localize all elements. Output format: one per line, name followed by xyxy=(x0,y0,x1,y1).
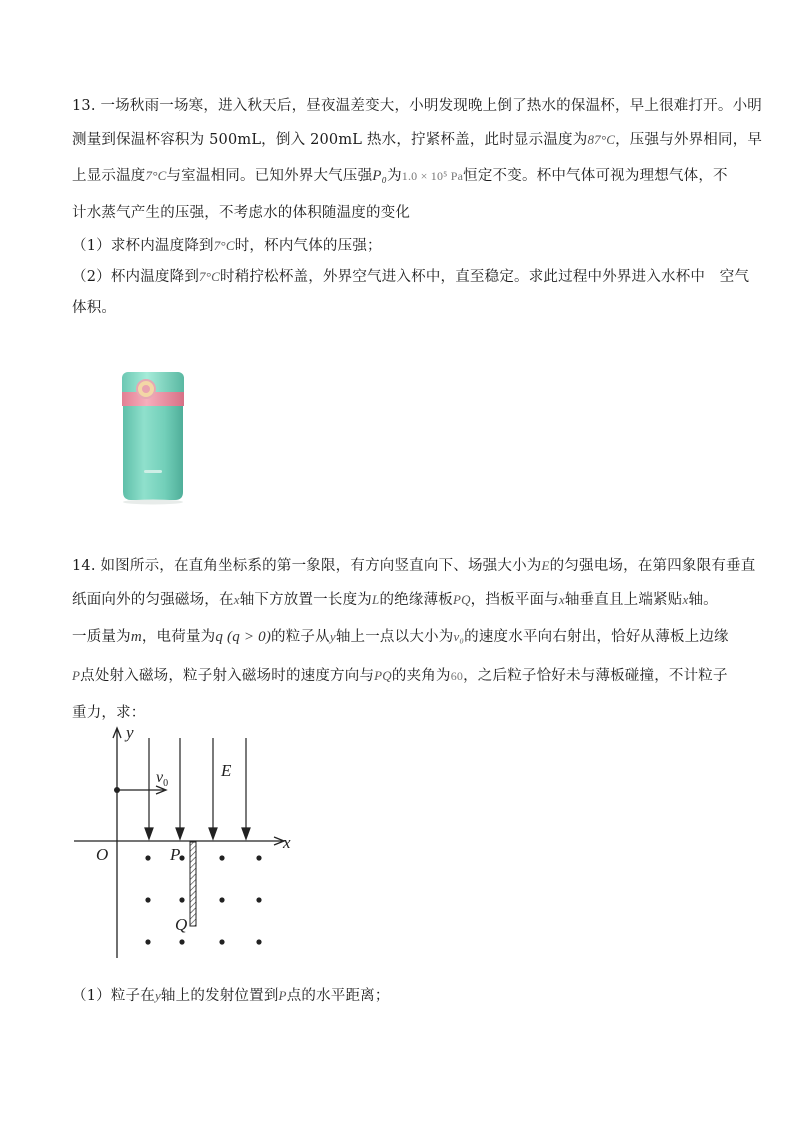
q14-sub1-P-symbol: P xyxy=(278,988,287,1003)
q13-sub2-temp: 7°C xyxy=(199,269,221,284)
q13-sub-2a: （2）杯内温度降到 xyxy=(72,269,200,285)
q14-x-symbol-2: x xyxy=(558,592,565,607)
q14-line-2e: 轴垂直且上端紧贴 xyxy=(564,592,683,608)
q14-line-3c: 的粒子从 xyxy=(271,629,330,645)
q14-line-3b: ，电荷量为 xyxy=(141,629,216,645)
q13-line-2 xyxy=(72,128,762,149)
q14-line-2c: 的绝缘薄板 xyxy=(379,592,453,608)
q14-E-symbol: E xyxy=(541,558,550,573)
q13-line-2a: 测量到保温杯容积为 500mL，倒入 200mL 热水，拧紧杯盖，此时显示温度为 xyxy=(72,132,588,148)
q14-sub-1b: 轴上的发射位置到 xyxy=(160,988,279,1004)
q13-line-2b: ，压强与外界相同，早 xyxy=(615,132,763,148)
q14-line-2 xyxy=(72,588,718,609)
q13-line-4: 计水蒸气产生的压强，不考虑水的体积随温度的变化 xyxy=(72,205,411,221)
field-E-label: E xyxy=(221,761,232,780)
q14-line-2f: 轴。 xyxy=(688,592,718,608)
q13-line-3d: 恒定不变。杯中气体可视为理想气体，不 xyxy=(463,168,728,184)
q13-sub-2b: 时稍拧松杯盖，外界空气进入杯中，直至稳定。求此过程中外界进入水杯中 空气 xyxy=(220,269,750,285)
q13-temp-7: 7°C xyxy=(145,168,167,183)
x-axis-label: x xyxy=(283,833,291,852)
q14-line-2d: ，挡板平面与 xyxy=(470,592,559,608)
q14-line-3a: 一质量为 xyxy=(72,629,131,645)
q13-temp-87: 87°C xyxy=(587,132,616,147)
q14-line-1 xyxy=(72,554,755,575)
q14-line-2b: 轴下方放置一长度为 xyxy=(239,592,372,608)
field-diagram xyxy=(70,722,310,964)
q14-m-symbol: m xyxy=(130,629,142,645)
q14-PQ-symbol-2: PQ xyxy=(374,668,392,683)
point-Q-label: Q xyxy=(175,915,188,934)
q14-line-2a: 纸面向外的匀强磁场，在 xyxy=(72,592,234,608)
insulating-plate-PQ xyxy=(190,842,196,926)
q14-P-symbol-1: P xyxy=(72,668,81,683)
q14-sub-1a: （1）粒子在 xyxy=(72,988,155,1004)
q14-q-symbol: q (q > 0) xyxy=(215,629,272,645)
q14-line-3e: 的速度水平向右射出，恰好从薄板上边缘 xyxy=(464,629,729,645)
q14-sub-1 xyxy=(72,984,390,1005)
q14-line-4b: 点处射入磁场，粒子射入磁场时的速度方向与 xyxy=(80,668,375,684)
q13-p0-symbol: P₀ xyxy=(372,168,388,184)
q14-angle-value: 60 xyxy=(450,669,464,683)
q14-line-4d: ，之后粒子恰好未与薄板碰撞，不计粒子 xyxy=(463,668,728,684)
q14-sub1-y-symbol: y xyxy=(154,988,161,1003)
magnetic-field-dots xyxy=(145,855,261,944)
q14-line-5: 重力，求： xyxy=(72,705,146,721)
thermos-bottle-illustration xyxy=(72,334,204,510)
q13-sub-2 xyxy=(72,265,749,286)
q14-L-symbol: L xyxy=(372,592,380,607)
point-P-label: P xyxy=(170,845,181,864)
q14-sub-1c: 点的水平距离； xyxy=(286,988,390,1004)
q13-p0-value: 1.0 × 10⁵ Pa xyxy=(401,169,464,183)
thermos-photo xyxy=(72,334,204,510)
q14-line-1a: 14. 如图所示，在直角坐标系的第一象限，有方向竖直向下、场强大小为 xyxy=(72,558,542,574)
q14-y-symbol-1: y xyxy=(329,629,336,644)
q14-v0-symbol: v₀ xyxy=(453,629,465,644)
q13-sub-1 xyxy=(72,234,382,255)
q14-line-3 xyxy=(72,625,729,646)
origin-label: O xyxy=(96,845,109,864)
q14-line-1b: 的匀强电场，在第四象限有垂直 xyxy=(549,558,756,574)
q13-sub-1a: （1）求杯内温度降到 xyxy=(72,238,214,254)
q13-line-3b: 与室温相同。已知外界大气压强 xyxy=(166,168,373,184)
velocity-label: $v_0$ xyxy=(156,769,169,789)
q14-x-symbol-1: x xyxy=(233,592,240,607)
q13-line-3c: 为 xyxy=(387,168,402,184)
q13-line-3a: 上显示温度 xyxy=(72,168,146,184)
q13-sub-2-cont: 体积。 xyxy=(72,300,117,316)
q13-sub1-temp: 7°C xyxy=(213,238,235,253)
q14-line-4c: 的夹角为 xyxy=(391,668,451,684)
q13-sub-1b: 时，杯内气体的压强； xyxy=(234,238,382,254)
q14-line-4 xyxy=(72,664,728,685)
y-axis-label: y xyxy=(126,723,134,742)
q14-x-symbol-3: x xyxy=(682,592,689,607)
q14-PQ-symbol-1: PQ xyxy=(452,592,471,607)
q13-line-3 xyxy=(72,164,728,185)
q14-line-3d: 轴上一点以大小为 xyxy=(335,629,454,645)
q13-line-1: 13. 一场秋雨一场寒，进入秋天后，昼夜温差变大，小明发现晚上倒了热水的保温杯，早上很难打开。小明 xyxy=(72,98,762,114)
